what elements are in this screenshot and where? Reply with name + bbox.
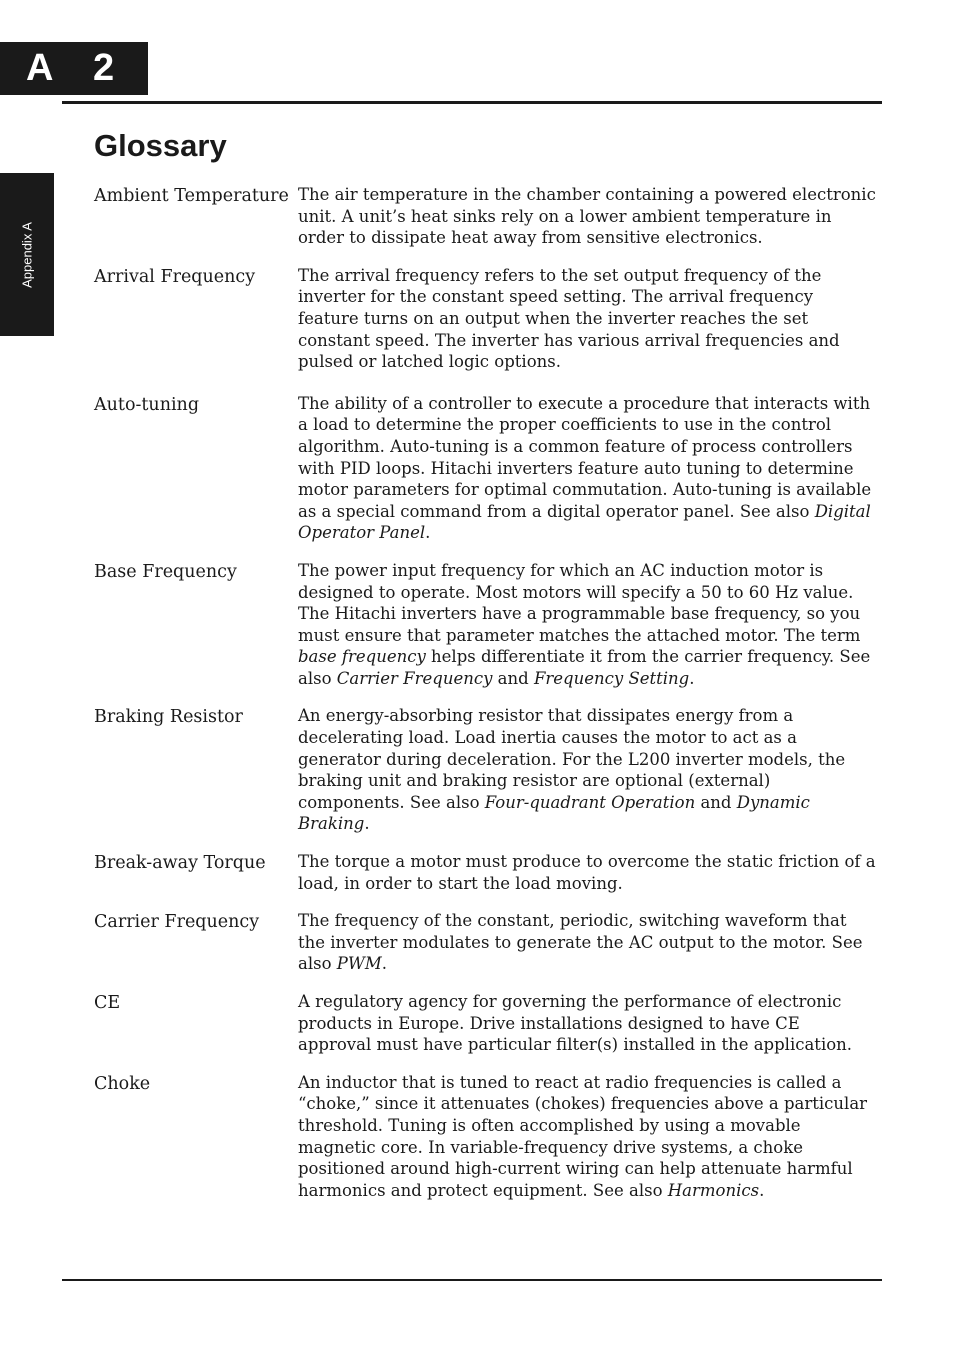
glossary-entry [94, 184, 884, 249]
glossary-definition [298, 265, 876, 373]
glossary-definition [298, 991, 876, 1056]
glossary-term: Auto-tuning [94, 394, 200, 415]
definition-text: . [381, 954, 387, 974]
glossary-entry [94, 1072, 884, 1202]
page-number: 2 [93, 47, 115, 89]
cross-reference: PWM [336, 954, 382, 974]
glossary-definition [298, 1072, 876, 1202]
glossary-definition [298, 184, 876, 249]
glossary-definition [298, 705, 876, 835]
definition-text: . [364, 814, 370, 834]
definition-text: . [689, 668, 695, 688]
cross-reference: Frequency Setting [533, 668, 690, 688]
cross-reference: Harmonics [667, 1180, 760, 1200]
definition-text: The frequency of the constant, periodic, switching waveform that the inverter modulates to generate the AC output to the motor. See also [298, 911, 863, 974]
footer-rule [62, 1279, 882, 1281]
glossary-term: CE [94, 993, 121, 1013]
cross-reference: base frequency [298, 647, 426, 667]
cross-reference: Dynamic Braking [298, 792, 810, 834]
appendix-page-tab [0, 42, 148, 95]
definition-text: An inductor that is tuned to react at radio frequencies is called a “choke,” since it attenuates (chokes) frequencies above a particular threshold. Tuning is often accomplished by using a movable magnetic core. In variable-frequency drive systems, a choke positioned around high-current wiring can help attenuate harmful harmonics and protect equipment. See also [298, 1072, 868, 1200]
definition-text: and [492, 668, 534, 688]
glossary-entry [94, 705, 884, 835]
cross-reference: Digital Operator Panel [298, 501, 871, 543]
definition-text: helps differentiate it from the carrier frequency. See also [298, 647, 871, 688]
glossary-entry [94, 560, 884, 690]
glossary-definition [298, 910, 876, 975]
definition-text: The torque a motor must produce to overcome the static friction of a load, in order to start the load moving. [298, 852, 876, 893]
definition-text: The arrival frequency refers to the set output frequency of the inverter for the constant speed setting. The arrival frequency feature turns on an output when the inverter reaches the set constant speed. The inverter has various arrival frequencies and pulsed or latched logic options. [298, 265, 840, 372]
glossary-term: Break-away Torque [94, 853, 266, 874]
cross-reference: Carrier Frequency [336, 668, 493, 688]
glossary-entry [94, 851, 884, 894]
glossary-definition [298, 393, 876, 544]
glossary-term: Braking Resistor [94, 707, 243, 728]
glossary-term: Choke [94, 1073, 151, 1094]
glossary-term: Base Frequency [94, 561, 237, 582]
page-title: Glossary [94, 128, 227, 163]
side-tab [0, 173, 54, 336]
glossary-entry [94, 991, 884, 1056]
definition-text: . [425, 523, 431, 543]
glossary-entry [94, 265, 884, 373]
glossary-term: Arrival Frequency [94, 266, 256, 287]
definition-text: A regulatory agency for governing the performance of electronic products in Europe. Drive installations designed to have CE approval must have particular filter(s) installed in the application. [298, 992, 853, 1055]
definition-text: and [695, 792, 737, 812]
definition-text: The air temperature in the chamber containing a powered electronic unit. A unit’s heat sinks rely on a lower ambient temperature in order to dissipate heat away from sensitive electronics. [298, 185, 876, 248]
glossary-term: Ambient Temperature [94, 186, 289, 206]
side-tab-label: Appendix A [19, 222, 35, 288]
definition-text: The power input frequency for which an AC induction motor is designed to operate. Most motors will specify a 50 to 60 Hz value. The Hitachi inverters have a programmable base frequency, so you must ensure that parameter matches the attached motor. The term [298, 560, 861, 645]
definition-text: The ability of a controller to execute a procedure that interacts with a load to determine the proper coefficients to use in the control algorithm. Auto-tuning is a common feature of process controllers with PID loops. Hitachi inverters feature auto tuning to determine motor parameters for optimal commutation. Auto-tuning is available as a special command from a digital operator panel. See also [298, 393, 872, 521]
appendix-letter: A [26, 47, 54, 89]
cross-reference: Four-quadrant Operation [484, 792, 696, 812]
glossary-definition [298, 851, 876, 894]
definition-text: . [759, 1180, 765, 1200]
glossary-entry [94, 393, 884, 544]
definition-text: An energy-absorbing resistor that dissipates energy from a decelerating load. Load inertia causes the motor to act as a generator during deceleration. For the L200 inverter models, the braking unit and braking resistor are optional (external) components. See also [298, 706, 846, 812]
glossary-term: Carrier Frequency [94, 912, 260, 933]
glossary-entry [94, 910, 884, 975]
header-rule [62, 101, 882, 104]
glossary-list [94, 184, 884, 1217]
glossary-definition [298, 560, 876, 690]
